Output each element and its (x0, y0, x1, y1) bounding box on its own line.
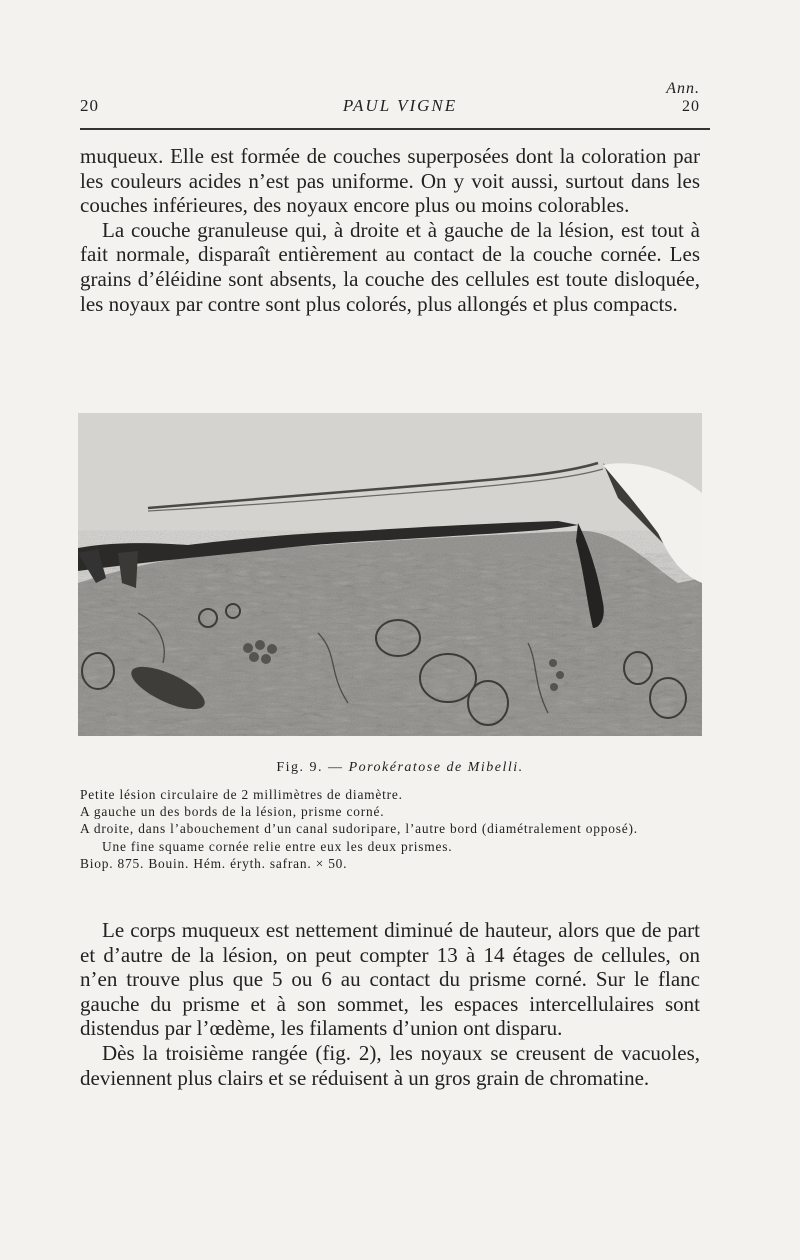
caption-line: A gauche un des bords de la lésion, prisme corné. (80, 804, 385, 820)
paragraph: Dès la troisième rangée (fig. 2), les noyaux se creusent de vacuoles, deviennent plus clairs et se réduisent à un gros grain de chromatine. (80, 1040, 700, 1090)
figure-caption-title (0, 760, 800, 776)
text-block-bottom (80, 918, 700, 1090)
figure-title: Porokératose de Mibelli. (348, 760, 524, 775)
caption-line: Une fine squame cornée relie entre eux les deux prismes. (102, 838, 453, 854)
micrograph-image (78, 413, 702, 736)
caption-line: Petite lésion circulaire de 2 millimètres de diamètre. (80, 787, 403, 802)
caption-line: Biop. 875. Bouin. Hém. éryth. safran. × 50. (80, 855, 348, 871)
text-block-top (80, 144, 700, 316)
paragraph: Le corps muqueux est nettement diminué de hauteur, alors que de part et d’autre de la lésion, on peut compter 13 à 14 étages de cellules, on n’en trouve plus que 5 ou 6 au contact du prisme corné. Sur le flanc gauche du prisme et à son sommet, les espaces intercellulaires sont distendus par l’œdème, les filaments d’union ont disparu. (80, 918, 700, 1041)
page-number-left: 20 (80, 96, 99, 115)
paragraph: La couche granuleuse qui, à droite et à gauche de la lésion, est tout à fait normale, disparaît entièrement au contact de la couche cornée. Les grains d’éléidine sont absents, la couche des cellules est toute disloquée, les noyaux par contre sont plus colorés, plus allongés et plus compacts. (80, 217, 700, 316)
figure-label: Fig. 9. — (276, 760, 344, 775)
page-number-right: 20 (682, 98, 700, 115)
micrograph-figure (78, 413, 702, 736)
annotation-label: Ann. (666, 80, 700, 97)
paragraph: muqueux. Elle est formée de couches superposées dont la coloration par les couleurs acides n’est pas uniforme. On y voit aussi, surtout dans les couches inférieures, des noyaux encore plus ou moins colorables. (80, 144, 700, 218)
running-title: PAUL VIGNE (342, 96, 458, 115)
header-rule (80, 128, 710, 130)
figure-caption (80, 786, 700, 872)
caption-line: A droite, dans l’abouchement d’un canal sudoripare, l’autre bord (diamétralement opposé). (80, 821, 638, 837)
